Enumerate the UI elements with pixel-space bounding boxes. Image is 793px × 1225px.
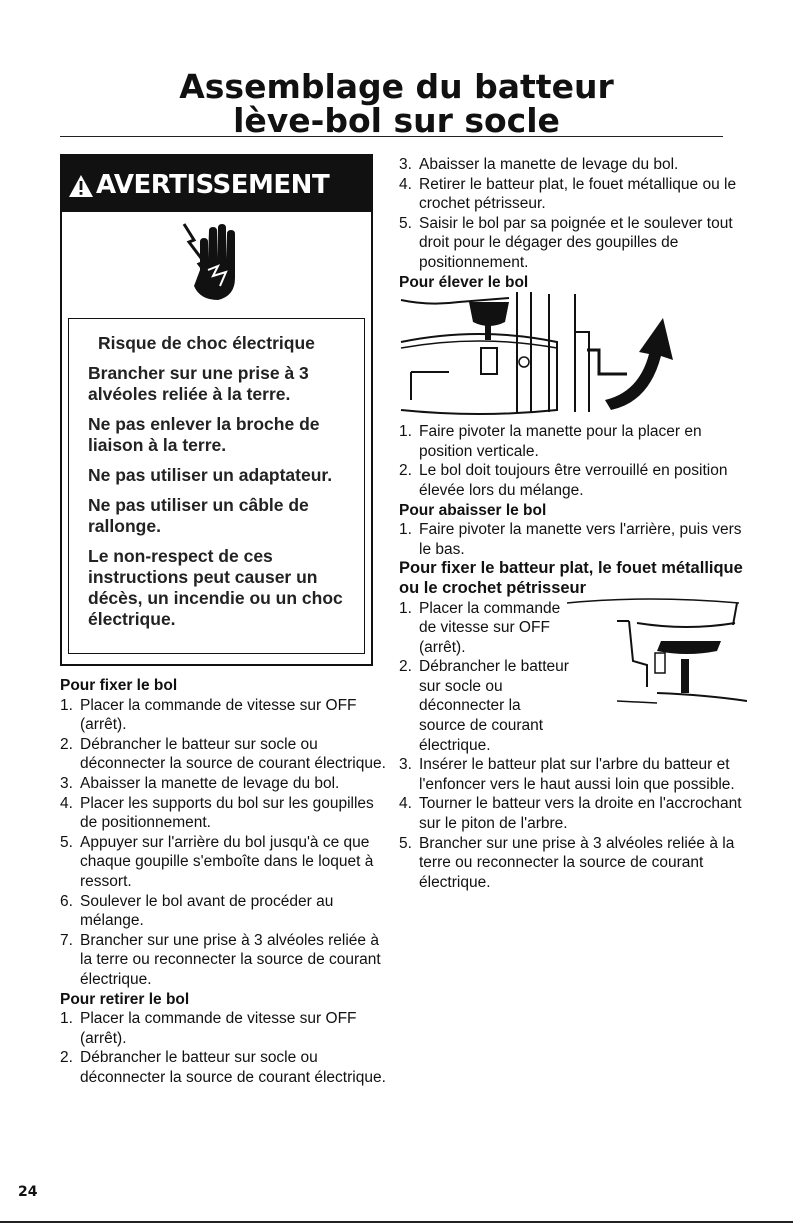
step-text: Abaisser la manette de levage du bol. [419, 156, 679, 173]
warning-panel [60, 154, 373, 666]
list-item [60, 833, 390, 892]
step-number: 4. [399, 795, 412, 813]
step-text: Débrancher le batteur sur socle ou déconnecter la source de courant électrique. [419, 658, 569, 754]
step-number: 3. [60, 774, 73, 792]
step-number: 6. [60, 892, 73, 910]
step-text: Placer la commande de vitesse sur OFF (arrêt). [419, 599, 561, 656]
warning-line: Ne pas utiliser un adaptateur. [88, 465, 333, 485]
list-item [399, 175, 744, 214]
step-text: Saisir le bol par sa poignée et le soulever tout droit pour le dégager des goupilles de positionnement. [419, 214, 733, 271]
title-rule [60, 136, 723, 137]
warning-header-text: AVERTISSEMENT [96, 170, 330, 200]
raise-bowl-steps [399, 422, 744, 500]
page-title [0, 67, 793, 140]
step-text: Débrancher le batteur sur socle ou déconnecter la source de courant électrique. [80, 735, 386, 773]
step-number: 7. [60, 931, 73, 949]
step-text: Abaisser la manette de levage du bol. [80, 774, 340, 792]
warning-message-box [68, 318, 365, 654]
remove-bowl-steps [60, 1009, 390, 1087]
step-text: Débrancher le batteur sur socle ou déconnecter la source de courant électrique. [80, 1049, 386, 1086]
list-item [60, 794, 390, 833]
section-heading-raise-bowl: Pour élever le bol [399, 273, 529, 291]
list-item [60, 892, 390, 931]
list-item [60, 1048, 390, 1087]
warning-line: Brancher sur une prise à 3 alvéoles reliée à la terre. [88, 363, 309, 404]
page-number: 24 [18, 1184, 38, 1200]
warning-line: Ne pas enlever la broche de liaison à la terre. [88, 414, 320, 455]
step-text: Brancher sur une prise à 3 alvéoles reliée à la terre ou reconnecter la source de courant électrique. [80, 931, 381, 988]
list-item [399, 155, 744, 175]
step-number: 1. [399, 423, 412, 441]
step-number: 1. [60, 696, 73, 714]
list-item [399, 755, 744, 794]
step-text: Retirer le batteur plat, le fouet métallique ou le crochet pétrisseur. [419, 175, 737, 213]
section-heading-attach-beater: Pour fixer le batteur plat, le fouet métallique ou le crochet pétrisseur [399, 559, 743, 597]
list-item [60, 735, 390, 774]
warning-line: Le non-respect de ces instructions peut causer un décès, un incendie ou un choc électrique. [88, 546, 343, 629]
step-text: Appuyer sur l'arrière du bol jusqu'à ce que chaque goupille s'emboîte dans le loquet à ressort. [80, 833, 374, 890]
list-item [399, 520, 744, 559]
step-text: Le bol doit toujours être verrouillé en position élevée lors du mélange. [419, 462, 728, 499]
lower-bowl-steps [399, 520, 744, 559]
remove-bowl-steps-continued [399, 155, 744, 273]
left-column [60, 676, 390, 1087]
list-item [60, 774, 390, 794]
step-number: 2. [399, 462, 412, 480]
list-item [399, 461, 744, 500]
step-number: 4. [399, 175, 412, 193]
step-number: 1. [399, 521, 412, 539]
list-item [399, 214, 744, 273]
step-number: 5. [399, 214, 412, 232]
section-heading-attach-bowl: Pour fixer le bol [60, 677, 178, 694]
warning-triangle-icon [68, 174, 94, 198]
step-number: 4. [60, 794, 73, 812]
step-number: 1. [399, 599, 412, 617]
step-number: 1. [60, 1010, 73, 1028]
step-text: Faire pivoter la manette pour la placer en position verticale. [419, 423, 702, 460]
step-text: Tourner le batteur vers la droite en l'accrochant sur le piton de l'arbre. [419, 795, 742, 833]
bottom-rule [0, 1221, 793, 1223]
step-number: 2. [60, 735, 73, 753]
attach-bowl-steps [60, 696, 390, 990]
list-item [399, 834, 744, 893]
section-heading-lower-bowl: Pour abaisser le bol [399, 501, 547, 519]
step-text: Placer la commande de vitesse sur OFF (arrêt). [80, 1010, 357, 1047]
warning-line: Risque de choc électrique [98, 333, 315, 353]
step-number: 5. [60, 833, 73, 851]
list-item [60, 696, 390, 735]
page-title-line-1: Assemblage du batteur [179, 67, 614, 106]
step-text: Brancher sur une prise à 3 alvéoles reliée à la terre ou reconnecter la source de courant électrique. [419, 834, 735, 891]
step-text: Faire pivoter la manette vers l'arrière, puis vers le bas. [419, 521, 742, 558]
step-number: 2. [60, 1049, 73, 1067]
bowl-lift-lever-illustration [399, 292, 689, 420]
step-text: Placer la commande de vitesse sur OFF (arrêt). [80, 696, 357, 734]
list-item [399, 794, 744, 833]
step-number: 5. [399, 834, 412, 852]
step-text: Placer les supports du bol sur les goupilles de positionnement. [80, 794, 374, 832]
section-heading-remove-bowl: Pour retirer le bol [60, 990, 190, 1008]
list-item [60, 1009, 390, 1048]
beater-attach-illustration [537, 591, 747, 731]
step-text: Insérer le batteur plat sur l'arbre du batteur et l'enfoncer vers le haut aussi loin que possible. [419, 756, 735, 793]
step-number: 2. [399, 658, 412, 676]
page-title-line-2: lève-bol sur socle [233, 101, 560, 140]
attach-beater-steps [399, 755, 744, 892]
warning-line: Ne pas utiliser un câble de rallonge. [88, 495, 309, 536]
warning-header [62, 156, 371, 212]
step-number: 3. [399, 756, 412, 774]
step-number: 3. [399, 156, 412, 173]
list-item [399, 422, 744, 461]
right-column [399, 155, 744, 892]
electric-shock-hand-icon [68, 218, 365, 308]
step-text: Soulever le bol avant de procéder au mélange. [80, 892, 334, 930]
list-item [60, 931, 390, 990]
